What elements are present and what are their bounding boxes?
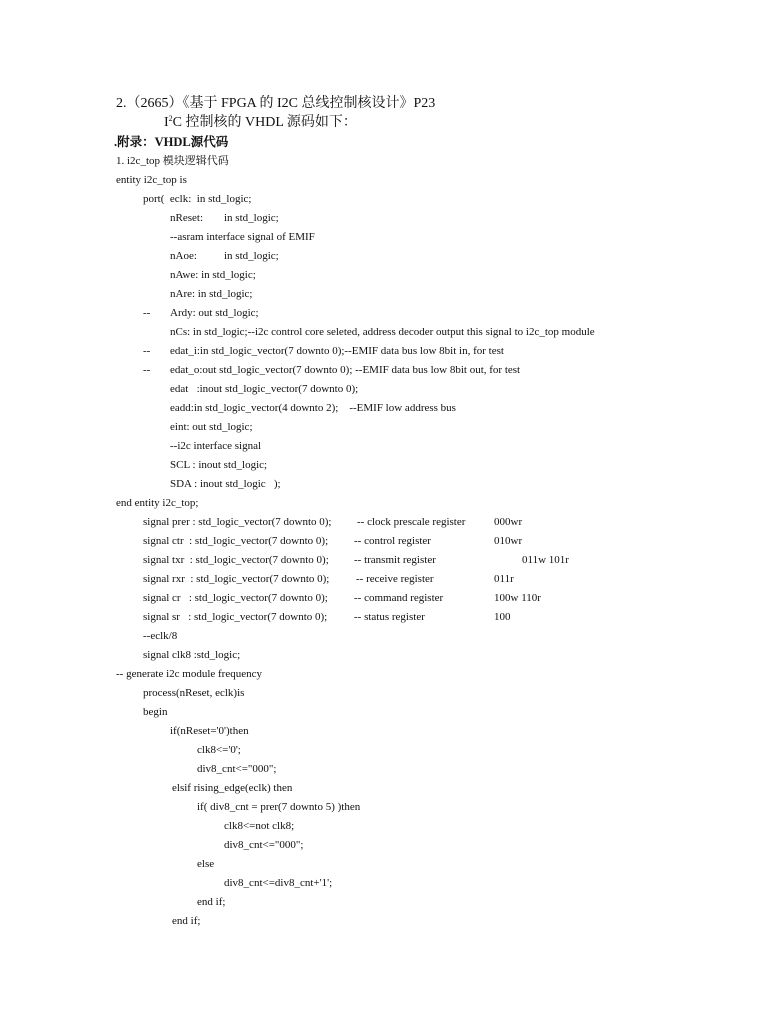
code-line-end-if-outer: end if; <box>172 915 201 927</box>
code-line-entity: entity i2c_top is <box>116 174 187 186</box>
code-line-nawe: nAwe: in std_logic; <box>170 269 256 281</box>
signal-comment: -- receive register <box>356 573 434 585</box>
signal-address: 100 <box>494 611 511 623</box>
signal-declaration: signal sr : std_logic_vector(7 downto 0); <box>143 611 328 623</box>
subtitle-superscript: 2 <box>168 114 173 123</box>
signal-address: 011w 101r <box>522 554 569 566</box>
signal-comment: -- transmit register <box>354 554 436 566</box>
code-line-elsif: elsif rising_edge(eclk) then <box>172 782 293 794</box>
code-comment-i2c: --i2c interface signal <box>170 440 262 452</box>
signal-declaration: signal ctr : std_logic_vector(7 downto 0); <box>143 535 329 547</box>
code-line-end-entity: end entity i2c_top; <box>116 497 199 509</box>
signal-address: 000wr <box>494 516 523 528</box>
signal-address: 011r <box>494 573 514 585</box>
code-line-ardy: Ardy: out std_logic; <box>170 307 259 319</box>
code-line-if-reset: if(nReset='0')then <box>170 725 249 737</box>
code-line-ncs: nCs: in std_logic;--i2c control core seleted, address decoder output this signal to i2c_top module <box>170 326 595 338</box>
code-line-edat: edat :inout std_logic_vector(7 downto 0); <box>170 383 359 395</box>
code-line-if-cnt: if( div8_cnt = prer(7 downto 5) )then <box>197 801 361 813</box>
code-line-nare: nAre: in std_logic; <box>170 288 253 300</box>
port-name: nAoe: <box>170 250 197 262</box>
signal-declaration: signal prer : std_logic_vector(7 downto 0); <box>143 516 332 528</box>
code-line-cnt-zero: div8_cnt<="000"; <box>197 763 277 775</box>
code-line-port: port( eclk: in std_logic; <box>143 193 252 205</box>
subtitle-base: I <box>164 115 169 130</box>
appendix-heading: .附录：VHDL源代码 <box>114 135 229 149</box>
code-comment-generate: -- generate i2c module frequency <box>116 668 262 680</box>
code-line-process: process(nReset, eclk)is <box>143 687 245 699</box>
subtitle-rest: C 控制核的 VHDL 源码如下： <box>172 115 357 130</box>
section-heading: 1. i2c_top 模块逻辑代码 <box>116 155 229 167</box>
code-line-eint: eint: out std_logic; <box>170 421 253 433</box>
document-title: 2.（2665）《基于 FPGA 的 I2C 总线控制核设计》P23 <box>116 96 436 111</box>
port-name: nReset: <box>170 212 203 224</box>
signal-declaration: signal rxr : std_logic_vector(7 downto 0); <box>143 573 330 585</box>
code-line-end-if-inner: end if; <box>197 896 226 908</box>
signal-comment: -- command register <box>354 592 444 604</box>
code-line-clk8-zero: clk8<='0'; <box>197 744 241 756</box>
document-subtitle <box>164 114 357 132</box>
port-type: in std_logic; <box>224 250 279 262</box>
signal-declaration: signal txr : std_logic_vector(7 downto 0); <box>143 554 329 566</box>
comment-marker: -- <box>143 345 151 357</box>
comment-marker: -- <box>143 307 151 319</box>
signal-comment: -- status register <box>354 611 425 623</box>
code-line-signal-clk8: signal clk8 :std_logic; <box>143 649 241 661</box>
code-line-cnt-inc: div8_cnt<=div8_cnt+'1'; <box>224 877 333 889</box>
code-line-scl: SCL : inout std_logic; <box>170 459 268 471</box>
code-line-cnt-zero-2: div8_cnt<="000"; <box>224 839 304 851</box>
signal-address: 100w 110r <box>494 592 541 604</box>
code-line-begin: begin <box>143 706 168 718</box>
code-comment-eclk8: --eclk/8 <box>143 630 178 642</box>
comment-marker: -- <box>143 364 151 376</box>
code-line-edat-i: edat_i:in std_logic_vector(7 downto 0);--EMIF data bus low 8bit in, for test <box>170 345 504 357</box>
code-line-clk8-not: clk8<=not clk8; <box>224 820 295 832</box>
signal-declaration: signal cr : std_logic_vector(7 downto 0); <box>143 592 328 604</box>
signal-comment: -- clock prescale register <box>357 516 466 528</box>
code-line-sda: SDA : inout std_logic ); <box>170 478 281 490</box>
code-line-eadd: eadd:in std_logic_vector(4 downto 2); --EMIF low address bus <box>170 402 456 414</box>
code-line-edat-o: edat_o:out std_logic_vector(7 downto 0); --EMIF data bus low 8bit out, for test <box>170 364 521 376</box>
code-line-else: else <box>197 858 215 870</box>
code-comment-asram: --asram interface signal of EMIF <box>170 231 315 243</box>
signal-comment: -- control register <box>354 535 431 547</box>
port-type: in std_logic; <box>224 212 279 224</box>
signal-address: 010wr <box>494 535 523 547</box>
